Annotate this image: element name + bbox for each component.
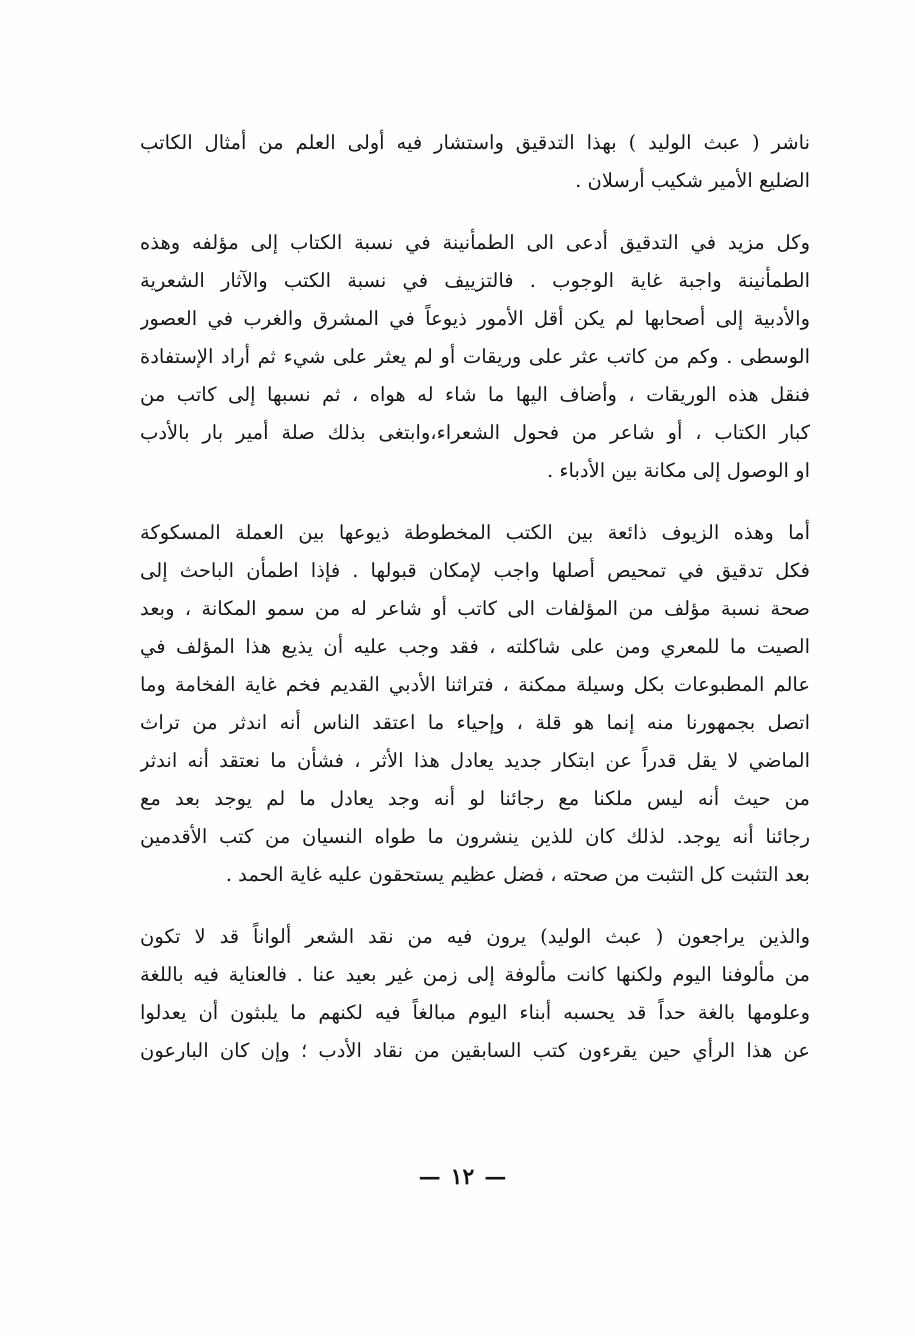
paragraph-2 xyxy=(140,224,810,490)
text-line: وعلومها بالغة حداً قد يحسبه أبناء اليوم مبالغاً فيه لكنهم ما يلبثون أن يعدلوا xyxy=(140,1001,810,1024)
text-line: او الوصول إلى مكانة بين الأدباء . xyxy=(546,459,810,482)
page-body xyxy=(140,124,810,1070)
text-line: رجائنا أنه يوجد. لذلك كان للذين ينشرون ما طواه النسيان من كتب الأقدمين xyxy=(140,825,810,848)
text-line: أما وهذه الزيوف ذائعة بين الكتب المخطوطة ذيوعها بين العملة المسكوكة xyxy=(140,521,810,544)
paragraph-gap xyxy=(140,200,810,224)
text-line: من مألوفنا اليوم ولكنها كانت مألوفة إلى زمن غير بعيد عنا . فالعناية فيه باللغة xyxy=(140,963,810,986)
text-line: الطمأنينة واجبة غاية الوجوب . فالتزييف في نسبة الكتب والآثار الشعرية xyxy=(140,269,810,292)
text-line: ناشر ( عبث الوليد ) بهذا التدقيق واستشار فيه أولى العلم من أمثال الكاتب xyxy=(140,131,810,154)
text-line: فنقل هذه الوريقات ، وأضاف اليها ما شاء له هواه ، ثم نسبها إلى كاتب من xyxy=(140,383,810,406)
paragraph-gap xyxy=(140,894,810,918)
text-line: والأدبية إلى أصحابها لم يكن أقل الأمور ذيوعاً في المشرق والغرب في العصور xyxy=(140,307,810,330)
paragraph-1 xyxy=(140,124,810,200)
text-line: بعد التثبت كل التثبت من صحته ، فضل عظيم يستحقون عليه غاية الحمد . xyxy=(225,863,810,886)
paragraph-4 xyxy=(140,918,810,1070)
paragraph-gap xyxy=(140,490,810,514)
text-line: عن هذا الرأي حين يقرءون كتب السابقين من نقاد الأدب ؛ وإن كان البارعون xyxy=(140,1039,810,1062)
text-line: من حيث أنه ليس ملكنا مع رجائنا لو أنه وجد يعادل ما لم يوجد بعد مع xyxy=(140,787,810,810)
text-line: الوسطى . وكم من كاتب عثر على وريقات أو لم يعثر على شيء ثم أراد الإستفادة xyxy=(140,345,810,368)
page-number-dash-right: — xyxy=(484,1164,507,1190)
page-number-value: ١٢ xyxy=(450,1164,475,1190)
text-line: وكل مزيد في التدقيق أدعى الى الطمأنينة في نسبة الكتاب إلى مؤلفه وهذه xyxy=(140,231,810,254)
text-line: فكل تدقيق في تمحيص أصلها واجب لإمكان قبولها . فإذا اطمأن الباحث إلى xyxy=(140,559,810,582)
text-line: كبار الكتاب ، أو شاعر من فحول الشعراء،وابتغى بذلك صلة أمير بار بالأدب xyxy=(140,421,810,444)
text-line: اتصل بجمهورنا منه إنما هو قلة ، وإحياء ما اعتقد الناس أنه اندثر من تراث xyxy=(140,711,810,734)
text-line: عالم المطبوعات بكل وسيلة ممكنة ، فتراثنا الأدبي القديم فخم غاية الفخامة وما xyxy=(140,673,810,696)
text-line: والذين يراجعون ( عبث الوليد) يرون فيه من نقد الشعر ألواناً قد لا تكون xyxy=(140,925,810,948)
text-line: الصيت ما للمعري ومن على شاكلته ، فقد وجب عليه أن يذيع هذا المؤلف في xyxy=(140,635,810,658)
paragraph-3 xyxy=(140,514,810,894)
text-line: صحة نسبة مؤلف من المؤلفات الى كاتب أو شاعر له من سمو المكانة ، وبعد xyxy=(140,597,810,620)
page-number xyxy=(0,1162,915,1192)
text-line: الماضي لا يقل قدراً عن ابتكار جديد يعادل هذا الأثر ، فشأن ما نعتقد أنه اندثر xyxy=(140,749,810,772)
text-line: الضليع الأمير شكيب أرسلان . xyxy=(575,169,810,192)
page-number-dash-left: — xyxy=(418,1164,441,1190)
